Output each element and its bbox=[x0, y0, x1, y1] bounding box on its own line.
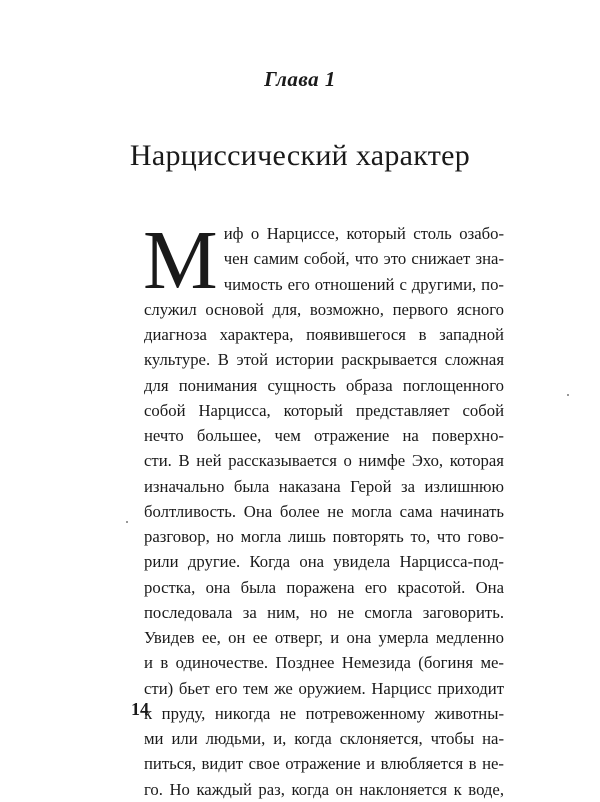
drop-cap: М bbox=[143, 214, 218, 307]
text-line: сти. В ней рассказывается о нимфе Эхо, которая bbox=[144, 451, 504, 471]
body-text bbox=[143, 214, 504, 802]
text-line: нечто большее, чем отражение на поверхно- bbox=[144, 426, 504, 445]
text-line: чен самим собой, что это снижает зна- bbox=[223, 249, 504, 269]
text-line: служил основой для, возможно, первого ясного bbox=[144, 299, 504, 319]
text-line: питься, видит свое отражение и влюбляется в не- bbox=[144, 754, 504, 774]
text-line: рили другие. Когда она увидела Нарцисса-под- bbox=[144, 552, 504, 572]
print-speck bbox=[567, 394, 569, 396]
text-line: разговор, но могла лишь повторять то, что гово- bbox=[144, 527, 504, 546]
text-line: ми или людьми, и, когда склоняется, чтобы на- bbox=[144, 729, 504, 748]
text-line: болтливость. Она более не могла сама начинать bbox=[144, 501, 504, 521]
chapter-label: Глава 1 bbox=[264, 67, 336, 91]
text-line: изначально была наказана Герой за излишнюю bbox=[144, 476, 504, 496]
text-line: к пруду, никогда не потревоженному животны- bbox=[144, 703, 504, 723]
print-speck bbox=[126, 521, 128, 523]
text-line: Увидев ее, он ее отверг, и она умерла медленно bbox=[144, 628, 504, 647]
text-line: культуре. В этой истории раскрывается сложная bbox=[144, 350, 504, 370]
page-number: 14 bbox=[131, 699, 149, 719]
text-line: ростка, она была поражена его красотой. Она bbox=[144, 577, 504, 597]
text-line: иф о Нарциссе, который столь озабо- bbox=[223, 224, 504, 243]
text-line: сти) бьет его тем же оружием. Нарцисс приходит bbox=[144, 678, 504, 698]
chapter-title: Нарциссический характер bbox=[129, 139, 471, 173]
text-line: последовала за ним, но не смогла заговорить. bbox=[144, 602, 504, 622]
text-line: для понимания сущность образа поглощенного bbox=[144, 375, 504, 395]
text-line: го. Но каждый раз, когда он наклоняется к воде, bbox=[144, 779, 504, 799]
text-line: собой Нарцисса, который представляет собой bbox=[144, 400, 504, 420]
text-line: и в одиночестве. Позднее Немезида (богиня ме- bbox=[144, 653, 504, 673]
text-line: чимость его отношений с другими, по- bbox=[223, 274, 504, 294]
text-line: диагноза характера, появившегося в западной bbox=[144, 325, 504, 344]
